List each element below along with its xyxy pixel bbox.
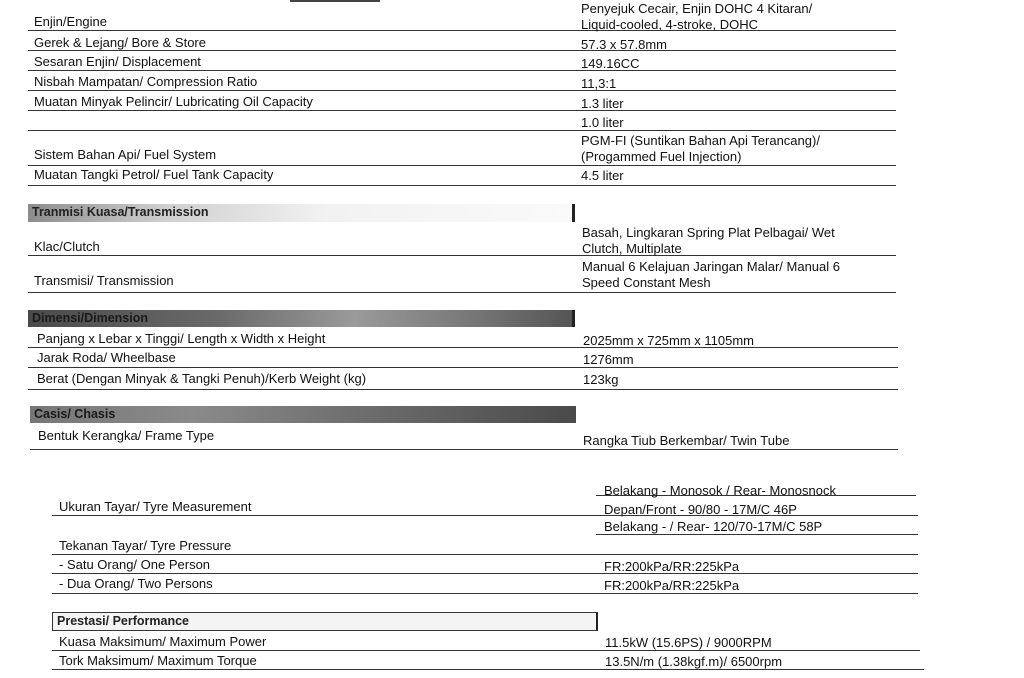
oil-label: Muatan Minyak Pelincir/ Lubricating Oil Capacity [34,94,313,109]
size-label: Panjang x Lebar x Tinggi/ Length x Width x Height [37,331,326,346]
transmission-label: Transmisi/ Transmission [34,273,174,288]
size-value: 2025mm x 725mm x 1105mm [583,333,754,348]
torque-value: 13.5N/m (1.38kgf.m)/ 6500rpm [605,654,783,669]
tyre-rear-value: Belakang - / Rear- 120/70-17M/C 58P [604,519,823,534]
compression-label: Nisbah Mampatan/ Compression Ratio [34,74,258,89]
tank-value: 4.5 liter [581,168,624,183]
displacement-value: 149.16CC [581,56,640,71]
frame-label: Bentuk Kerangka/ Frame Type [38,428,215,443]
displacement-label: Sesaran Enjin/ Displacement [34,54,201,69]
rear-suspension-value: Belakang - Monosok / Rear- Monosnock [604,483,836,498]
power-label: Kuasa Maksimum/ Maximum Power [59,634,267,649]
bore-label: Gerek & Lejang/ Bore & Store [34,35,206,50]
spec-row-oil2 [28,110,896,131]
section-header-transmission: Tranmisi Kuasa/Transmission [28,204,575,222]
torque-label: Tork Maksimum/ Maximum Torque [59,653,257,668]
one-person-value: FR:200kPa/RR:225kPa [604,559,740,574]
tyre-measure-label: Ukuran Tayar/ Tyre Measurement [59,499,252,514]
oil-value-2: 1.0 liter [581,115,624,130]
weight-label: Berat (Dengan Minyak & Tangki Penuh)/Kerb Weight (kg) [37,371,367,386]
fuel-label: Sistem Bahan Api/ Fuel System [34,147,217,162]
one-person-label: - Satu Orang/ One Person [59,557,211,572]
compression-value: 11,3:1 [581,76,617,91]
tyre-pressure-label: Tekanan Tayar/ Tyre Pressure [59,538,232,553]
power-value: 11.5kW (15.6PS) / 9000RPM [605,635,772,650]
fuel-value-line2: (Progammed Fuel Injection) [581,149,742,164]
two-persons-label: - Dua Orang/ Two Persons [59,576,213,591]
fuel-value-line1: PGM-FI (Suntikan Bahan Api Terancang)/ [581,133,820,148]
section-header-performance: Prestasi/ Performance [52,612,598,631]
weight-value: 123kg [583,372,619,387]
section-header-dimension: Dimensi/Dimension [28,310,575,327]
wheelbase-value: 1276mm [583,352,634,367]
clutch-value-line2: Clutch, Multiplate [582,241,682,256]
engine-label: Enjin/Engine [34,14,107,29]
bore-value: 57.3 x 57.8mm [581,37,667,52]
engine-value-line2: Liquid-cooled, 4-stroke, DOHC [581,17,759,32]
wheelbase-label: Jarak Roda/ Wheelbase [37,350,176,365]
transmission-value-line2: Speed Constant Mesh [582,275,711,290]
engine-value-line1: Penyejuk Cecair, Enjin DOHC 4 Kitaran/ [581,1,813,16]
clutch-value-line1: Basah, Lingkaran Spring Plat Pelbagai/ Wet [582,225,835,240]
frame-value: Rangka Tiub Berkembar/ Twin Tube [583,433,790,448]
tank-label: Muatan Tangki Petrol/ Fuel Tank Capacity [34,167,274,182]
transmission-value-line1: Manual 6 Kelajuan Jaringan Malar/ Manual 6 [582,259,840,274]
two-persons-value: FR:200kPa/RR:225kPa [604,578,740,593]
clutch-label: Klac/Clutch [34,239,100,254]
tyre-front-value: Depan/Front - 90/80 - 17M/C 46P [604,502,797,517]
oil-value-1: 1.3 liter [581,96,624,111]
section-header-chassis: Casis/ Chasis [30,406,576,423]
